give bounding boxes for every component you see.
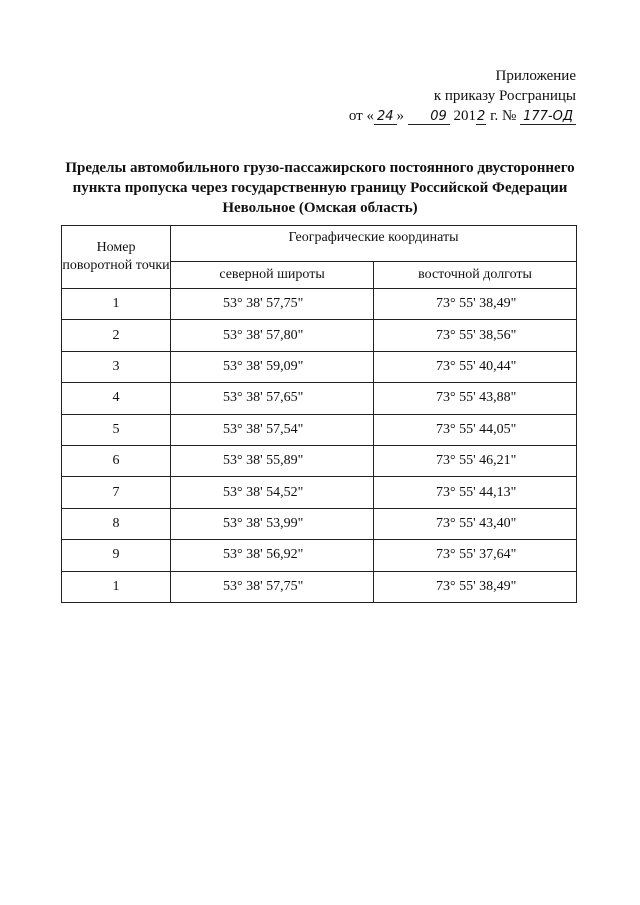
appendix-label: Приложение (495, 68, 576, 84)
appendix-header (336, 66, 576, 126)
title-line-3: Невольное (Омская область) (222, 200, 418, 216)
cell-latitude: 53° 38' 53,99" (171, 508, 374, 539)
cell-point-number: 3 (62, 351, 171, 382)
document-title (40, 158, 600, 218)
cell-latitude: 53° 38' 57,65" (171, 383, 374, 414)
table-row (62, 540, 577, 571)
date-prefix: от « (348, 108, 374, 124)
header-latitude: северной широты (171, 261, 374, 288)
cell-point-number: 5 (62, 414, 171, 445)
table-row (62, 445, 577, 476)
header-geo-coordinates: Географические координаты (171, 226, 577, 262)
cell-point-number: 1 (62, 289, 171, 320)
cell-latitude: 53° 38' 59,09" (171, 351, 374, 382)
table-row (62, 571, 577, 602)
date-mid: » (396, 108, 405, 124)
cell-longitude: 73° 55' 43,40" (374, 508, 577, 539)
table-row (62, 508, 577, 539)
cell-longitude: 73° 55' 46,21" (374, 445, 577, 476)
table-row (62, 383, 577, 414)
cell-point-number: 6 (62, 445, 171, 476)
cell-longitude: 73° 55' 40,44" (374, 351, 577, 382)
cell-longitude: 73° 55' 37,64" (374, 540, 577, 571)
handwritten-month: 09 (408, 109, 450, 125)
cell-longitude: 73° 55' 38,49" (374, 289, 577, 320)
cell-longitude: 73° 55' 44,05" (374, 414, 577, 445)
cell-longitude: 73° 55' 43,88" (374, 383, 577, 414)
table-row (62, 414, 577, 445)
cell-point-number: 1 (62, 571, 171, 602)
order-reference: к приказу Росграницы (433, 88, 576, 104)
table-row (62, 320, 577, 351)
cell-latitude: 53° 38' 57,80" (171, 320, 374, 351)
table-row (62, 477, 577, 508)
cell-longitude: 73° 55' 44,13" (374, 477, 577, 508)
year-prefix: 201 (453, 108, 477, 124)
handwritten-year-digit: 2 (477, 109, 486, 124)
cell-longitude: 73° 55' 38,49" (374, 571, 577, 602)
cell-latitude: 53° 38' 57,75" (171, 289, 374, 320)
table-row (62, 289, 577, 320)
handwritten-day: 24 (374, 109, 397, 125)
cell-latitude: 53° 38' 56,92" (171, 540, 374, 571)
cell-point-number: 4 (62, 383, 171, 414)
table-row (62, 351, 577, 382)
cell-point-number: 8 (62, 508, 171, 539)
cell-point-number: 9 (62, 540, 171, 571)
cell-latitude: 53° 38' 57,54" (171, 414, 374, 445)
header-point-number: Номер поворотной точки (62, 226, 171, 289)
header-longitude: восточной долготы (374, 261, 577, 288)
cell-point-number: 2 (62, 320, 171, 351)
year-tail: г. № (490, 108, 517, 124)
title-line-1: Пределы автомобильного грузо-пассажирского постоянного двустороннего (65, 160, 575, 176)
coordinates-table (61, 225, 577, 603)
cell-latitude: 53° 38' 54,52" (171, 477, 374, 508)
cell-latitude: 53° 38' 57,75" (171, 571, 374, 602)
cell-latitude: 53° 38' 55,89" (171, 445, 374, 476)
order-date-line (336, 106, 576, 126)
handwritten-order-number: 177-ОД (520, 109, 576, 125)
cell-point-number: 7 (62, 477, 171, 508)
cell-longitude: 73° 55' 38,56" (374, 320, 577, 351)
title-line-2: пункта пропуска через государственную границу Российской Федерации (72, 180, 568, 196)
